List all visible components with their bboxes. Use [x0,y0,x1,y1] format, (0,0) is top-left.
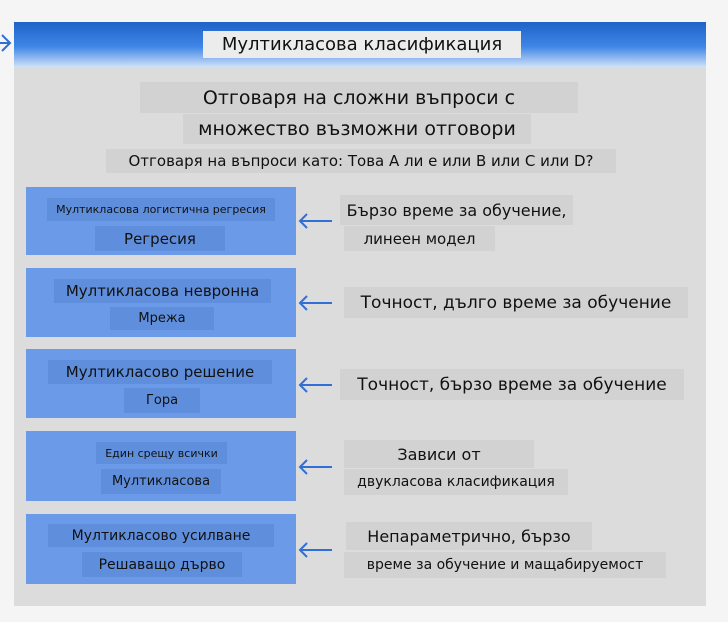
algorithm-name-top: Един срещу всички [96,442,227,464]
algorithm-name-bottom: Решаващо дърво [82,552,242,577]
arrow-left-icon [298,541,334,559]
arrow-left-icon [298,458,334,476]
algorithm-name-top: Мултикласово усилване [48,524,274,547]
description-line-1: Зависи от [344,440,534,468]
algorithm-name-top: Мултикласова невронна [54,279,271,303]
description-line-1: Точност, дълго време за обучение [344,287,688,318]
algorithm-name-bottom: Гора [124,388,200,413]
subtitle-line-1: Отговаря на сложни въпроси с [140,82,578,113]
arrow-right-icon [0,30,14,56]
algorithm-name-bottom: Мрежа [110,307,214,330]
description-line-2: двукласова класификация [344,469,568,495]
algorithm-name-bottom: Мултикласова [101,469,221,494]
subtitle-line-2: множество възможни отговори [183,114,531,144]
question-text: Отговаря на въпроси като: Това A ли е или B или C или D? [106,149,616,173]
description-line-2: линеен модел [344,226,495,251]
arrow-left-icon [298,212,334,230]
arrow-left-icon [298,294,334,312]
algorithm-name-top: Мултикласова логистична регресия [47,198,275,221]
algorithm-name-bottom: Регресия [95,226,225,251]
description-line-1: Бързо време за обучение, [340,195,573,225]
algorithm-name-top: Мултикласово решение [48,360,272,384]
description-line-1: Непараметрично, бързо [346,522,592,550]
description-line-2: време за обучение и мащабируемост [344,552,666,578]
description-line-1: Точност, бързо време за обучение [340,369,684,400]
diagram-title: Мултикласова класификация [203,31,521,58]
arrow-left-icon [298,376,334,394]
